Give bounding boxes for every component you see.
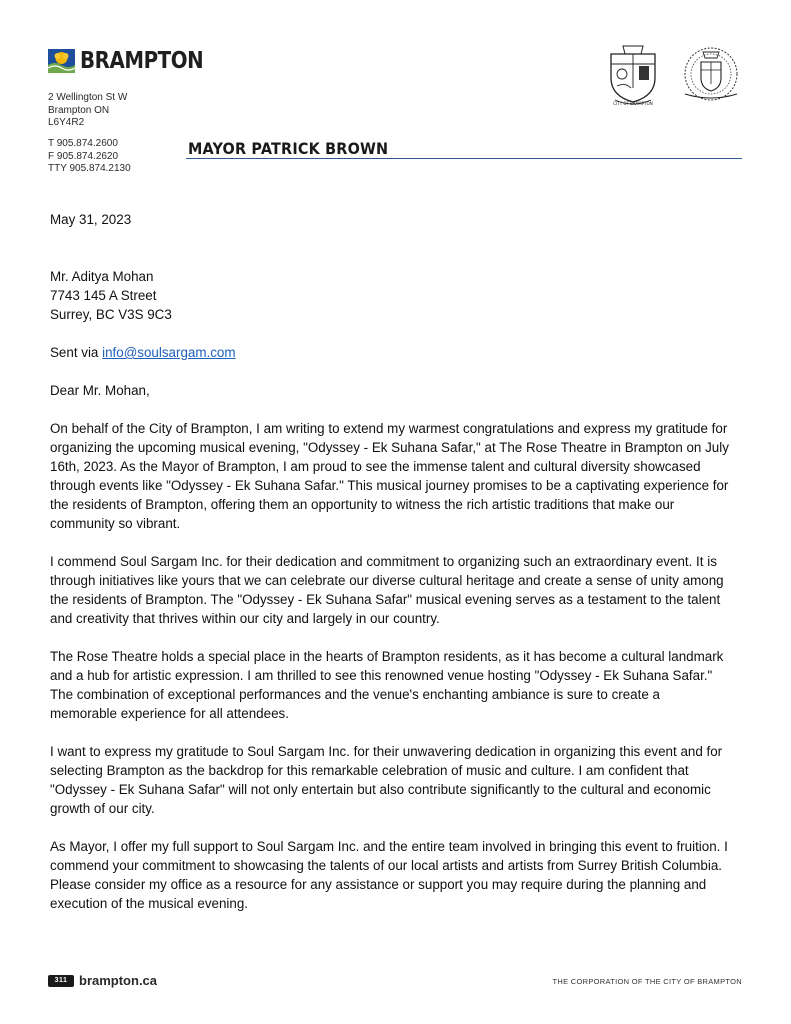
recipient-city: Surrey, BC V3S 9C3 xyxy=(50,307,172,322)
address-line: 2 Wellington St W xyxy=(48,92,128,103)
office-title: MAYOR PATRICK BROWN xyxy=(188,139,389,158)
fax-line: F 905.874.2620 xyxy=(48,150,119,162)
city-crest-icon xyxy=(605,44,661,106)
brand-name: BRAMPTON xyxy=(80,47,204,74)
paragraph-2: I commend Soul Sargam Inc. for their dedication and commitment to organizing such an extraordinary event. It is through initiatives like yours that we can celebrate our diverse cultural heritage and create a sense of unity among the residents of Brampton. The "Odyssey - Ek Suhana Safar" musical evening serves as a testament to the talent and creativity that thrives within our city and largely in our country. xyxy=(50,554,724,626)
paragraph-1: On behalf of the City of Brampton, I am writing to extend my warmest congratulations and express my gratitude for organizing the upcoming musical evening, "Odyssey - Ek Suhana Safar," at The Rose Theatre in Brampton on July 16th, 2023. As the Mayor of Brampton, I am proud to see the immense talent and cultural diversity showcased through events like "Odyssey - Ek Suhana Safar." This musical journey promises to be a captivating experience for the residents of Brampton, offering them an opportunity to witness the rich artistic traditions that make our community so vibrant. xyxy=(50,421,729,531)
salutation: Dear Mr. Mohan, xyxy=(50,383,150,398)
sent-via-prefix: Sent via xyxy=(50,345,103,360)
address-line: L6Y4R2 xyxy=(48,117,85,128)
letter-date: May 31, 2023 xyxy=(50,212,132,227)
corporation-name: THE CORPORATION OF THE CITY OF BRAMPTON xyxy=(552,977,742,986)
recipient-street: 7743 145 A Street xyxy=(50,288,157,303)
paragraph-4: I want to express my gratitude to Soul Sargam Inc. for their unwavering dedication in organizing this event and for selecting Brampton as the backdrop for this remarkable celebration of music and culture. I am confident that "Odyssey - Ek Suhana Safar" will not only entertain but also contribute significantly to the cultural and economic growth of our city. xyxy=(50,744,723,816)
paragraph-3: The Rose Theatre holds a special place in the hearts of Brampton residents, as it has become a cultural landmark and a hub for artistic expression. I am thrilled to see this renowned venue hosting "Odyssey - Ek Suhana Safar." The combination of exceptional performances and the venue's enchanting ambiance is sure to create a memorable experience for all attendees. xyxy=(50,649,724,721)
brampton-logo xyxy=(48,49,223,73)
header-rule xyxy=(186,158,742,159)
flower-logo-icon xyxy=(48,49,75,73)
letter-body xyxy=(50,210,730,913)
tty-line: TTY 905.874.2130 xyxy=(48,163,131,174)
address-line: Brampton ON xyxy=(48,104,110,116)
crest-caption: CITY OF BRAMPTON xyxy=(613,101,653,106)
311-icon: 311 xyxy=(48,975,74,987)
paragraph-5: As Mayor, I offer my full support to Soul Sargam Inc. and the entire team involved in bringing this event to fruition. I commend your commitment to showcasing the talents of our local artists and artists from Surrey British Columbia. Please consider my office as a resource for any assistance or support you may require during the planning and execution of the musical evening. xyxy=(50,839,728,911)
footer-website xyxy=(48,973,157,988)
coat-of-arms-icon xyxy=(677,44,745,106)
office-phones xyxy=(48,138,131,176)
recipient-name: Mr. Aditya Mohan xyxy=(50,269,154,284)
phone-line: T 905.874.2600 xyxy=(48,138,118,149)
sent-via-line xyxy=(50,343,730,362)
email-link[interactable]: info@soulsargam.com xyxy=(102,345,236,360)
office-address xyxy=(48,92,127,130)
website-text: brampton.ca xyxy=(79,973,158,988)
